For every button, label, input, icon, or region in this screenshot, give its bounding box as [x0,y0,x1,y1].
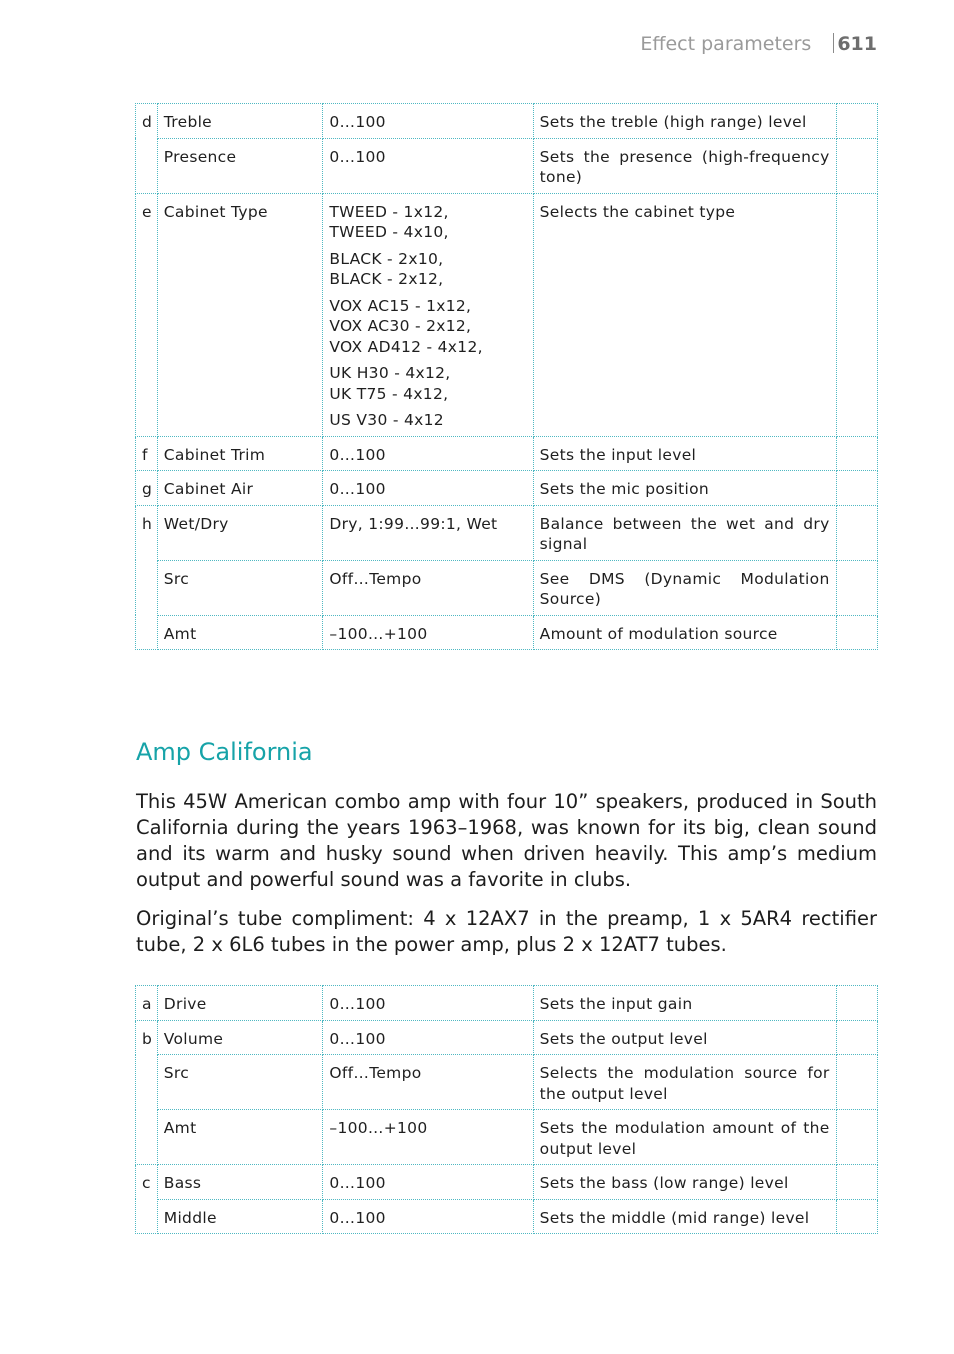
row-letter: g [136,471,158,506]
param-description: Sets the presence (high-frequency tone) [533,138,836,193]
empty-cell [836,436,877,471]
param-name: Wet/Dry [157,505,323,560]
cabinet-option: BLACK - 2x10, [329,249,444,268]
param-name: Amt [157,615,323,650]
param-range: –100…+100 [323,1110,533,1165]
table-row [136,560,878,615]
cabinet-option: UK H30 - 4x12, [329,364,451,382]
cabinet-group-tweed [329,202,526,243]
param-name: Src [157,560,323,615]
row-letter: b [136,1020,158,1165]
empty-cell [836,104,877,139]
param-range: 0…100 [323,436,533,471]
empty-cell [836,193,877,436]
parameter-table-previous [135,103,878,650]
empty-cell [836,615,877,650]
param-name: Amt [157,1110,323,1165]
param-name: Cabinet Trim [157,436,323,471]
row-letter: f [136,436,158,471]
cabinet-option: VOX AC30 - 2x12, [329,317,472,335]
param-range: 0…100 [323,1165,533,1200]
empty-cell [836,471,877,506]
table-row [136,1020,878,1055]
param-range: Dry, 1:99…99:1, Wet [323,505,533,560]
param-description: Sets the mic position [533,471,836,506]
cabinet-group-uk [329,363,526,404]
param-description: Selects the cabinet type [533,193,836,436]
param-description: Sets the treble (high range) level [533,104,836,139]
empty-cell [836,138,877,193]
cabinet-group-us [329,410,526,431]
table-row [136,615,878,650]
param-range-list [323,193,533,436]
param-range: –100…+100 [323,615,533,650]
param-range: 0…100 [323,104,533,139]
empty-cell [836,986,877,1021]
empty-cell [836,505,877,560]
row-letter: d [136,104,158,194]
cabinet-option: TWEED - 4x10, [329,223,449,241]
param-description: Selects the modulation source for the output level [533,1055,836,1110]
cabinet-option: BLACK - 2x12, [329,270,444,288]
param-description: Sets the bass (low range) level [533,1165,836,1200]
table-row [136,471,878,506]
cabinet-group-vox [329,296,526,358]
row-letter: a [136,986,158,1021]
table-row [136,1199,878,1234]
table-row [136,193,878,436]
param-name: Presence [157,138,323,193]
empty-cell [836,1110,877,1165]
param-description: Sets the input level [533,436,836,471]
page-number: 611 [837,33,877,55]
param-range: Off…Tempo [323,560,533,615]
param-range: 0…100 [323,138,533,193]
table-row [136,138,878,193]
param-name: Volume [157,1020,323,1055]
empty-cell [836,1020,877,1055]
param-name: Cabinet Type [157,193,323,436]
row-letter: h [136,505,158,650]
table-row [136,505,878,560]
param-name: Middle [157,1199,323,1234]
param-description: Sets the modulation amount of the output level [533,1110,836,1165]
cabinet-option: VOX AC15 - 1x12, [329,296,472,315]
section-title: Amp California [136,738,313,766]
param-description: See DMS (Dynamic Modulation Source) [533,560,836,615]
param-description: Amount of modulation source [533,615,836,650]
cabinet-group-black [329,249,526,290]
table-row [136,436,878,471]
empty-cell [836,560,877,615]
table-row [136,104,878,139]
body-paragraph: This 45W American combo amp with four 10” speakers, produced in South California during the years 1963–1968, was known for its big, clean sound and its warm and husky sound when driven heavily. This amp’s medium output and powerful sound was a favorite in clubs. [136,790,877,891]
cabinet-option: UK T75 - 4x12, [329,384,449,403]
page-header [640,33,877,55]
section-name: Effect parameters [640,33,812,55]
param-description: Balance between the wet and dry signal [533,505,836,560]
row-letter: e [136,193,158,436]
param-name: Treble [157,104,323,139]
header-divider [833,33,834,53]
param-name: Cabinet Air [157,471,323,506]
param-description: Sets the output level [533,1020,836,1055]
table-row [136,1110,878,1165]
table-row [136,986,878,1021]
param-range: 0…100 [323,471,533,506]
empty-cell [836,1165,877,1200]
param-name: Src [157,1055,323,1110]
param-range: 0…100 [323,1199,533,1234]
cabinet-option: TWEED - 1x12, [329,202,449,221]
param-description: Sets the middle (mid range) level [533,1199,836,1234]
table-row [136,1165,878,1200]
param-range: 0…100 [323,1020,533,1055]
row-letter: c [136,1165,158,1234]
table-row [136,1055,878,1110]
param-description: Sets the input gain [533,986,836,1021]
empty-cell [836,1055,877,1110]
param-name: Drive [157,986,323,1021]
empty-cell [836,1199,877,1234]
param-range: Off…Tempo [323,1055,533,1110]
param-range: 0…100 [323,986,533,1021]
body-paragraph: Original’s tube compliment: 4 x 12AX7 in the preamp, 1 x 5AR4 rectifier tube, 2 x 6L6 tubes in the power amp, plus 2 x 12AT7 tubes. [136,907,877,956]
cabinet-option: US V30 - 4x12 [329,411,444,429]
cabinet-option: VOX AD412 - 4x12, [329,337,483,356]
param-name: Bass [157,1165,323,1200]
parameter-table-amp-california [135,985,878,1234]
